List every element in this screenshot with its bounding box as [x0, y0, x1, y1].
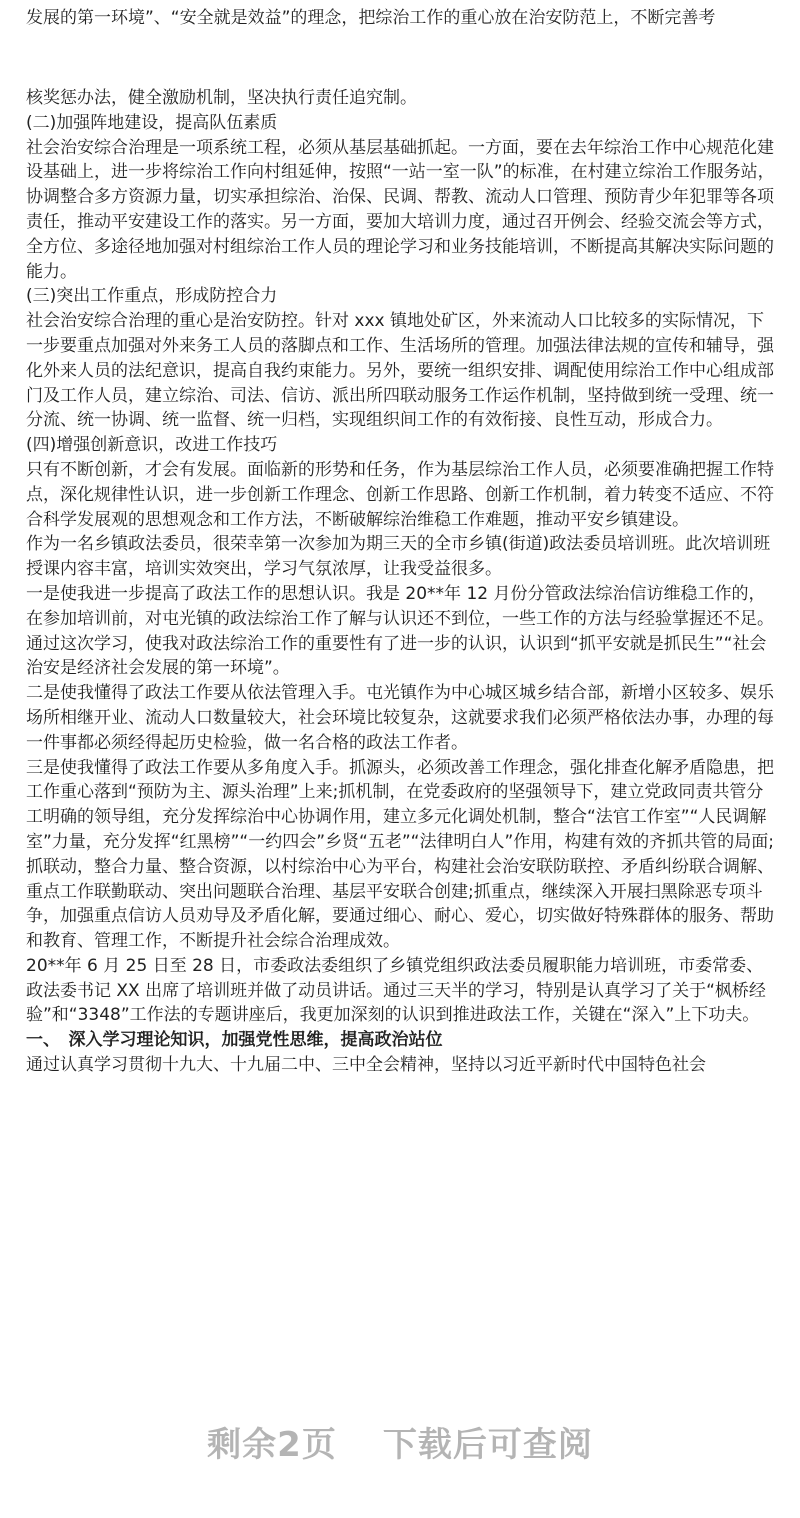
- continuation-line: 发展的第一环境”、“安全就是效益”的理念，把综治工作的重心放在治安防范上，不断完善考: [26, 8, 716, 28]
- document-body: [26, 86, 778, 1078]
- paragraph: 一是使我进一步提高了政法工作的思想认识。我是 20**年 12 月份分管政法综治信访维稳工作的，在参加培训前，对屯光镇的政法综治工作了解与认识还不到位，一些工作的方法与经验掌握还不足。通过这次学习，使我对政法综治工作的重要性有了进一步的认识，认识到“抓平安就是抓民生”“社会治安是经济社会发展的第一环境”。: [26, 583, 774, 679]
- paragraph: 三是使我懂得了政法工作要从多角度入手。抓源头，必须改善工作理念，强化排查化解矛盾隐患，把工作重心落到“预防为主、源头治理”上来;抓机制，在党委政府的坚强领导下，建立党政同责共管分工明确的领导组，充分发挥综治中心协调作用，建立多元化调处机制，整合“法官工作室”“人民调解室”力量，充分发挥“红黑榜”“一约四会”乡贤“五老”“法律明白人”作用，构建有效的齐抓共管的局面;抓联动，整合力量、整合资源，以村综治中心为平台，构建社会治安联防联控、矛盾纠纷联合调解、重点工作联勤联动、突出问题联合治理、基层平安联合创建;抓重点，继续深入开展扫黑除恶专项斗争，加强重点信访人员劝导及矛盾化解，要通过细心、耐心、爱心，切实做好特殊群体的服务、帮助和教育、管理工作，不断提升社会综合治理成效。: [26, 757, 774, 952]
- paragraph: 20**年 6 月 25 日至 28 日，市委政法委组织了乡镇党组织政法委员履职能力培训班，市委常委、政法委书记 XX 出席了培训班并做了动员讲话。通过三天半的学习，特别是认真学习了关于“枫桥经验”和“3348”工作法的专题讲座后，我更加深刻的认识到推进政法工作，关键在“深入”上下功夫。: [26, 955, 766, 1026]
- section-heading: (四)增强创新意识，改进工作技巧: [26, 435, 278, 456]
- download-hint-label[interactable]: 下载后可查阅: [382, 1425, 593, 1465]
- paragraph: 通过认真学习贯彻十九大、十九届二中、三中全会精神，坚持以习近平新时代中国特色社会: [26, 1055, 706, 1076]
- paragraph: 社会治安综合治理是一项系统工程，必须从基层基础抓起。一方面，要在去年综治工作中心规范化建设基础上，进一步将综治工作向村组延伸，按照“一站一室一队”的标准，在村建立综治工作服务站，协调整合多方资源力量，切实承担综治、治保、民调、帮教、流动人口管理、预防青少年犯罪等各项责任，推动平安建设工作的落实。另一方面，要加大培训力度，通过召开例会、经验交流会等方式，全方位、多途径地加强对村组综治工作人员的理论学习和业务技能培训，不断提高其解决实际问题的能力。: [26, 137, 775, 282]
- paragraph: 只有不断创新，才会有发展。面临新的形势和任务，作为基层综治工作人员，必须要准确把握工作特点，深化规律性认识，进一步创新工作理念、创新工作思路、创新工作机制，着力转变不适应、不符合科学发展观的思想观念和工作方法，不断破解综治维稳工作难题，推动平安乡镇建设。: [26, 459, 774, 530]
- paragraph: 核奖惩办法，健全激励机制，坚决执行责任追究制。: [26, 88, 417, 108]
- paragraph: 二是使我懂得了政法工作要从依法管理入手。屯光镇作为中心城区城乡结合部，新增小区较多、娱乐场所相继开业、流动人口数量较大，社会环境比较复杂，这就要求我们必须严格依法办事，办理的每一件事都必须经得起历史检验，做一名合格的政法工作者。: [26, 683, 774, 753]
- section-heading: (二)加强阵地建设，提高队伍素质: [26, 112, 278, 133]
- remaining-pages-label[interactable]: 剩余2页: [207, 1425, 337, 1465]
- download-prompt[interactable]: [0, 1417, 800, 1466]
- paragraph: 作为一名乡镇政法委员，很荣幸第一次参加为期三天的全市乡镇(街道)政法委员培训班。此次培训班授课内容丰富，培训实效突出，学习气氛浓厚，让我受益很多。: [26, 534, 771, 580]
- bold-heading: 一、 深入学习理论知识，加强党性思维，提高政治站位: [26, 1030, 443, 1051]
- paragraph: 社会治安综合治理的重心是治安防控。针对 xxx 镇地处矿区，外来流动人口比较多的实际情况，下一步要重点加强对外来务工人员的落脚点和工作、生活场所的管理。加强法律法规的宣传和辅导，强化外来人员的法纪意识，提高自我约束能力。另外，要统一组织安排、调配使用综治工作中心组成部门及工作人员，建立综治、司法、信访、派出所四联动服务工作运作机制，坚持做到统一受理、统一分流、统一协调、统一监督、统一归档，实现组织间工作的有效衔接、良性互动，形成合力。: [26, 311, 774, 431]
- section-heading: (三)突出工作重点，形成防控合力: [26, 286, 278, 307]
